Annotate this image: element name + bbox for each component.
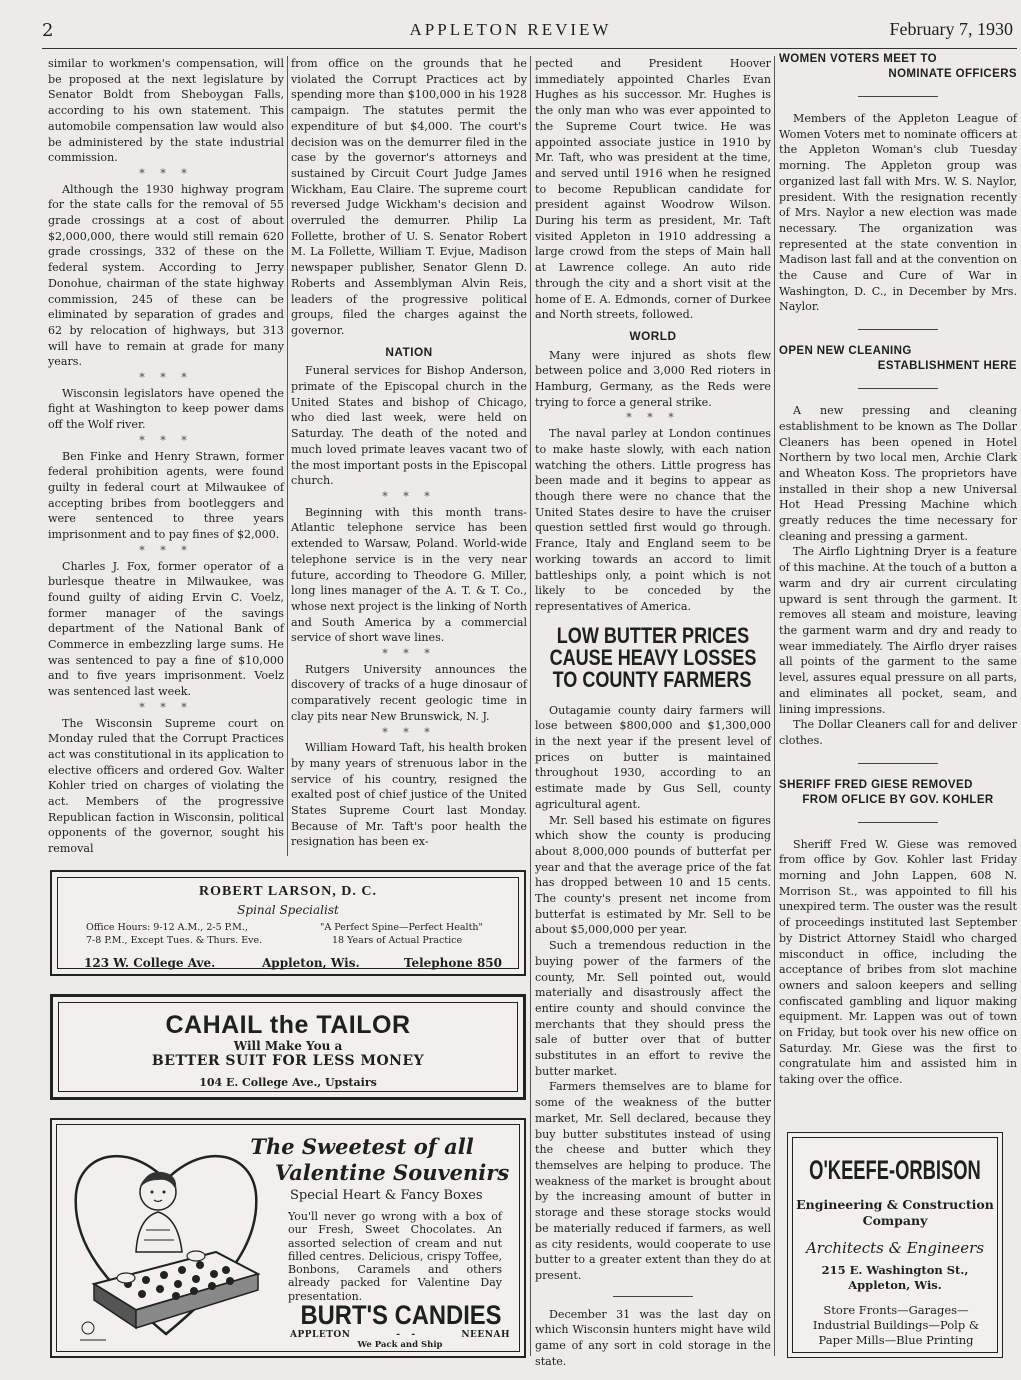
article-paragraph: December 31 was the last day on which Wisconsin hunters might have wild game of any sort in cold storage in the state. [535, 1307, 771, 1368]
ad-services: Store Fronts—Garages—Industrial Buildings—Polp & Paper Mills—Blue Printing [812, 1303, 980, 1347]
section-heading-world: WORLD [629, 328, 677, 343]
article-paragraph: similar to workmen's compensation, will be proposed at the next legislature by Senator Boldt from Sheboygan Falls, according to his own statement. This automobile compensation law would also be administered by the state industrial commission. [48, 57, 284, 165]
article-paragraph: Charles J. Fox, former operator of a burlesque theatre in Milwaukee, was found guilty of aiding Ervin C. Voelz, former manager of the savings department of the National Bank of Commerce in embezzling large sums. He was sentenced to pay a fine of $10,000 and to five years imprisonment. Voelz was sentenced last week. [48, 559, 284, 699]
ad-city: Appleton, Wis. [848, 1278, 942, 1292]
headline-line: LOW BUTTER PRICES [556, 622, 750, 648]
article-paragraph: The Dollar Cleaners call for and deliver clothes. [779, 718, 1017, 747]
ad-name: O'KEEFE-ORBISON [809, 1155, 981, 1185]
ad-tagline: We Pack and Ship [357, 1340, 443, 1350]
section-separator: * * * [382, 647, 436, 661]
article-paragraph: Beginning with this month trans-Atlantic telephone service has been extended to Warsaw, Poland. World-wide telephone service is in the very near future, according to Theodore G. Miller, long lines manager of the A. T. & T. Co., whose next project is the linking of North and South America by a commercial service of short wave lines. [291, 505, 527, 645]
valentine-illustration-icon [66, 1134, 266, 1352]
butter-headline [540, 622, 766, 692]
article-rule [613, 1296, 693, 1297]
section-separator: * * * [382, 725, 436, 739]
ad-hours: Office Hours: 9-12 A.M., 2-5 P.M., [86, 922, 248, 933]
article-paragraph: Outagamie county dairy farmers will lose between $800,000 and $1,300,000 in the next year if the present level of prices on butter is maintained throughout 1930, according to an estimate made by Gus Sell, county agricultural agent. [535, 703, 771, 811]
article-paragraph: A new pressing and cleaning establishment to be known as The Dollar Cleaners has been opened in Hotel Northern by two local men, Archie Clark and Wheaton Koss. The proprietors have installed in their shop a new Universal Hot Head Pressing Machine which greatly reduces the time necessary for cleaning and pressing a garment. [779, 404, 1017, 543]
header-rule [42, 48, 1017, 49]
column-divider [530, 56, 531, 1356]
article-paragraph: Ben Finke and Henry Strawn, former federal prohibition agents, were found guilty in federal court at Milwaukee of accepting bribes from bootleggers and were sentenced to three years imprisonment and to pay fines of $2,000. [48, 449, 284, 542]
ad-address: 104 E. College Ave., Upstairs [199, 1076, 377, 1089]
ad-name: CAHAIL the TAILOR [165, 1011, 411, 1039]
ad-cities [290, 1330, 510, 1340]
ad-name: ROBERT LARSON, D. C. [199, 884, 377, 899]
ad-telephone: Telephone 850 [403, 956, 502, 970]
section-separator: * * * [139, 371, 193, 385]
ad-line: Engineering & Construction [796, 1197, 994, 1212]
article-paragraph: Sheriff Fred W. Giese was removed from office by Gov. Kohler last Friday morning and John Lappen, 608 N. Morrison St., was appointed to fill his unexpired term. The ouster was the result of proceedings instituted last September by District Attorney Staidl who charged misconduct in office, including the acceptance of bribes from slot machine owners and saloon keepers and selling confiscated gambling and liquor making equipment. Mr. Lappen was out of town on Friday, but took over his new office on Saturday. Mr. Giese was the first to congratulate him and assisted him in taking over the office. [779, 837, 1017, 1087]
ad-subhead: Special Heart & Fancy Boxes [290, 1188, 483, 1203]
article-rule [858, 763, 938, 764]
ad-slogan: "A Perfect Spine—Perfect Health" [320, 922, 483, 933]
ad-cahail-tailor [50, 994, 526, 1100]
ad-brand: BURT'S CANDIES [300, 1300, 502, 1330]
headline-line: OPEN NEW CLEANING [779, 345, 912, 358]
column-divider [287, 56, 288, 856]
ad-body: You'll never go wrong with a box of our Fresh, Sweet Chocolates. An assorted selection of cream and nut filled centres. Delicious, crispy Toffee, Bonbons, Caramels and others already packed for Valentine Day presentation. [288, 1210, 502, 1303]
article-paragraph: William Howard Taft, his health broken by many years of strenuous labor in the service of his country, resigned the exalted post of chief justice of the United States Supreme Court last Monday. Because of Mr. Taft's poor health the resignation has been ex- [291, 741, 527, 849]
article-paragraph: Farmers themselves are to blame for some of the weakness of the butter market, Mr. Sell declared, because they buy butter substitutes instead of using the cheese and butter which they themselves are helping to produce. The weakness of the market is brought about by the increasing amount of butter in storage and these storage stocks would be materially reduced if farmers, as well as city residents, would cooperate to use butter to a greater extent than they do at present. [535, 1080, 771, 1282]
issue-date: February 7, 1930 [889, 19, 1013, 39]
headline-rule [858, 388, 938, 389]
ad-city: NEENAH [461, 1330, 510, 1340]
headline-line: FROM OFLICE BY GOV. KOHLER [802, 793, 994, 806]
article-paragraph: Members of the Appleton League of Women Voters met to nominate officers at the Appleton Woman's club Tuesday morning. The Appleton group was organized last fall with Mrs. W. S. Naylor, president. With the resignation recently of Mrs. Naylor a new election was made necessary. The organization was represented at the state convention in Madison last fall and at the convention on the Cause and Cure of War in Washington, D. C., in December by Mrs. Naylor. [779, 112, 1017, 314]
headline-line: WOMEN VOTERS MEET TO [779, 53, 937, 65]
section-separator: * * * [139, 166, 193, 180]
section-separator: * * * [139, 700, 193, 714]
article-paragraph: Mr. Sell based his estimate on figures which show the county is producing about 8,000,000 pounds of butterfat per year and that the average price of the fat has dropped between 10 and 15 cents. The county's present net income from butterfat is estimated by Mr. Sell to be about $5,000,000 per year. [535, 813, 771, 937]
headline-line: CAUSE HEAVY LOSSES [549, 644, 757, 670]
ad-city: Appleton, Wis. [262, 956, 360, 970]
article-paragraph: from office on the grounds that he violated the Corrupt Practices act by spending more than $100,000 in his 1928 campaign. The statutes permit the expenditure of but $4,000. The court's decision was on the demurrer filed in the case by the governor's attorneys and sustained by Circuit Court Judge James Wickham, Eau Claire. The supreme court reversed Judge Wickham's decision and overruled the demurrer. Philip La Follette, brother of U. S. Senator Robert M. La Follette, William T. Evjue, Madison newspaper publisher, Senator Glenn D. Roberts and Assemblyman Alvin Reis, leaders of the progressive political groups, filed the charges against the governor. [291, 57, 527, 337]
ad-dash: - - [396, 1330, 416, 1340]
section-separator: * * * [626, 411, 680, 425]
page-header [0, 18, 1021, 46]
headline-line: TO COUNTY FARMERS [552, 666, 752, 692]
article-paragraph: Wisconsin legislators have opened the fight at Washington to keep power dams off the Wolf river. [48, 386, 284, 432]
headline-sheriff [779, 778, 1017, 808]
ad-experience: 18 Years of Actual Practice [332, 935, 463, 946]
article-paragraph: The Wisconsin Supreme court on Monday ruled that the Corrupt Practices act was constitutional in its application to elective officers and ordered Gov. Walter Kohler tried on charges of violating the act. Members of the progressive Republican faction in Wisconsin, political opponents of the governor, sought his removal [48, 716, 284, 856]
section-separator: * * * [139, 433, 193, 447]
headline-line: SHERIFF FRED GIESE REMOVED [779, 778, 973, 791]
ad-okeefe-orbison [787, 1132, 1003, 1358]
article-paragraph: Funeral services for Bishop Anderson, primate of the Episcopal church in the United States and bishop of Chicago, who died last week, were held on Saturday. The death of the noted and much loved primate leaves vacant two of the most important posts in the Episcopal church. [291, 364, 527, 488]
section-separator: * * * [139, 543, 193, 557]
article-paragraph: Although the 1930 highway program for the state calls for the removal of 55 grade crossings at a cost of about $2,000,000, there would still remain 620 grade crossings, 332 of these on the federal system. According to Jerry Donohue, chairman of the state highway commission, 245 of these can be eliminated by separation of grades and 62 by relocation of highways, but 313 will have to remain at grade for many years. [48, 182, 284, 369]
page-number: 2 [42, 20, 54, 41]
ad-specialty: Spinal Specialist [237, 903, 339, 917]
column-2 [291, 56, 527, 856]
ad-line: Company [862, 1213, 928, 1228]
ad-line: Will Make You a [233, 1039, 343, 1053]
ad-headline: Valentine Souvenirs [274, 1160, 510, 1185]
paper-title: APPLETON REVIEW [409, 20, 612, 39]
headline-rule [858, 96, 938, 97]
ad-robert-larson [50, 870, 526, 976]
ad-address: 215 E. Washington St., [821, 1263, 969, 1277]
headline-cleaning [779, 344, 1017, 374]
headline-rule [858, 822, 938, 823]
column-1 [48, 56, 284, 856]
ad-hours: 7-8 P.M., Except Tues. & Thurs. Eve. [86, 935, 263, 946]
article-paragraph: Many were injured as shots flew between police and 3,000 Red rioters in Hamburg, Germany, as the Reds were trying to force a general strike. [535, 348, 771, 409]
ad-line: BETTER SUIT FOR LESS MONEY [151, 1053, 425, 1069]
ad-city: APPLETON [290, 1330, 351, 1340]
column-divider [774, 56, 775, 1356]
headline-women-voters [779, 52, 1017, 82]
ad-line: Architects & Engineers [805, 1239, 985, 1257]
ad-headline: The Sweetest of all [250, 1134, 474, 1159]
headline-line: ESTABLISHMENT HERE [877, 360, 1017, 373]
article-paragraph: pected and President Hoover immediately appointed Charles Evan Hughes as his successor. Mr. Hughes is the only man who was ever appointed to the Supreme Court twice. He was appointed associate justice in 1910 by Mr. Taft, who was president at the time, and served until 1916 when he resigned to become Republican candidate for president against Woodrow Wilson. During his term as president, Mr. Taft visited Appleton in 1910 addressing a large crowd from the steps of Main hall at Lawrence college. An auto ride through the city and a short visit at the home of E. A. Edmonds, corner of Durkee and North streets, followed. [535, 57, 771, 322]
article-paragraph: Such a tremendous reduction in the buying power of the farmers of the county, Mr. Sell pointed out, would materially and disastrously affect the entire county and should convince the merchants that they should press the sale of butter over that of butter substitutes in an effort to revive the butter market. [535, 939, 771, 1078]
article-rule [858, 329, 938, 330]
article-paragraph: The Airflo Lightning Dryer is a feature of this machine. At the touch of a button a warm and dry air current circulating upward is sent through the garment. It removes all steam and moisture, leaving the garment warm and dry and ready to wear immediately. The Airflo dryer raises all points of the garment to the same level, assures equal pressure on all parts, and eliminates all pocket, seam, and lining impressions. [779, 545, 1017, 716]
article-paragraph: The naval parley at London continues to make haste slowly, with each nation watching the others. Little progress has been made and it begins to appear as though there were no chance that the United States desire to have the cruiser question settled first would go through. France, Italy and England seem to be working towards an accord to limit battleships only, a point which is not likely to be conceded by the representatives of America. [535, 427, 771, 613]
section-separator: * * * [382, 489, 436, 503]
ad-burts-candies [50, 1118, 526, 1358]
ad-address: 123 W. College Ave. [84, 956, 216, 970]
article-paragraph: Rutgers University announces the discovery of tracks of a huge dinosaur of comparatively recent geologic time in clay pits near New Brunswick, N. J. [291, 662, 527, 723]
column-3 [535, 56, 771, 1368]
headline-line: NOMINATE OFFICERS [888, 68, 1017, 80]
section-heading-nation: NATION [385, 344, 433, 359]
